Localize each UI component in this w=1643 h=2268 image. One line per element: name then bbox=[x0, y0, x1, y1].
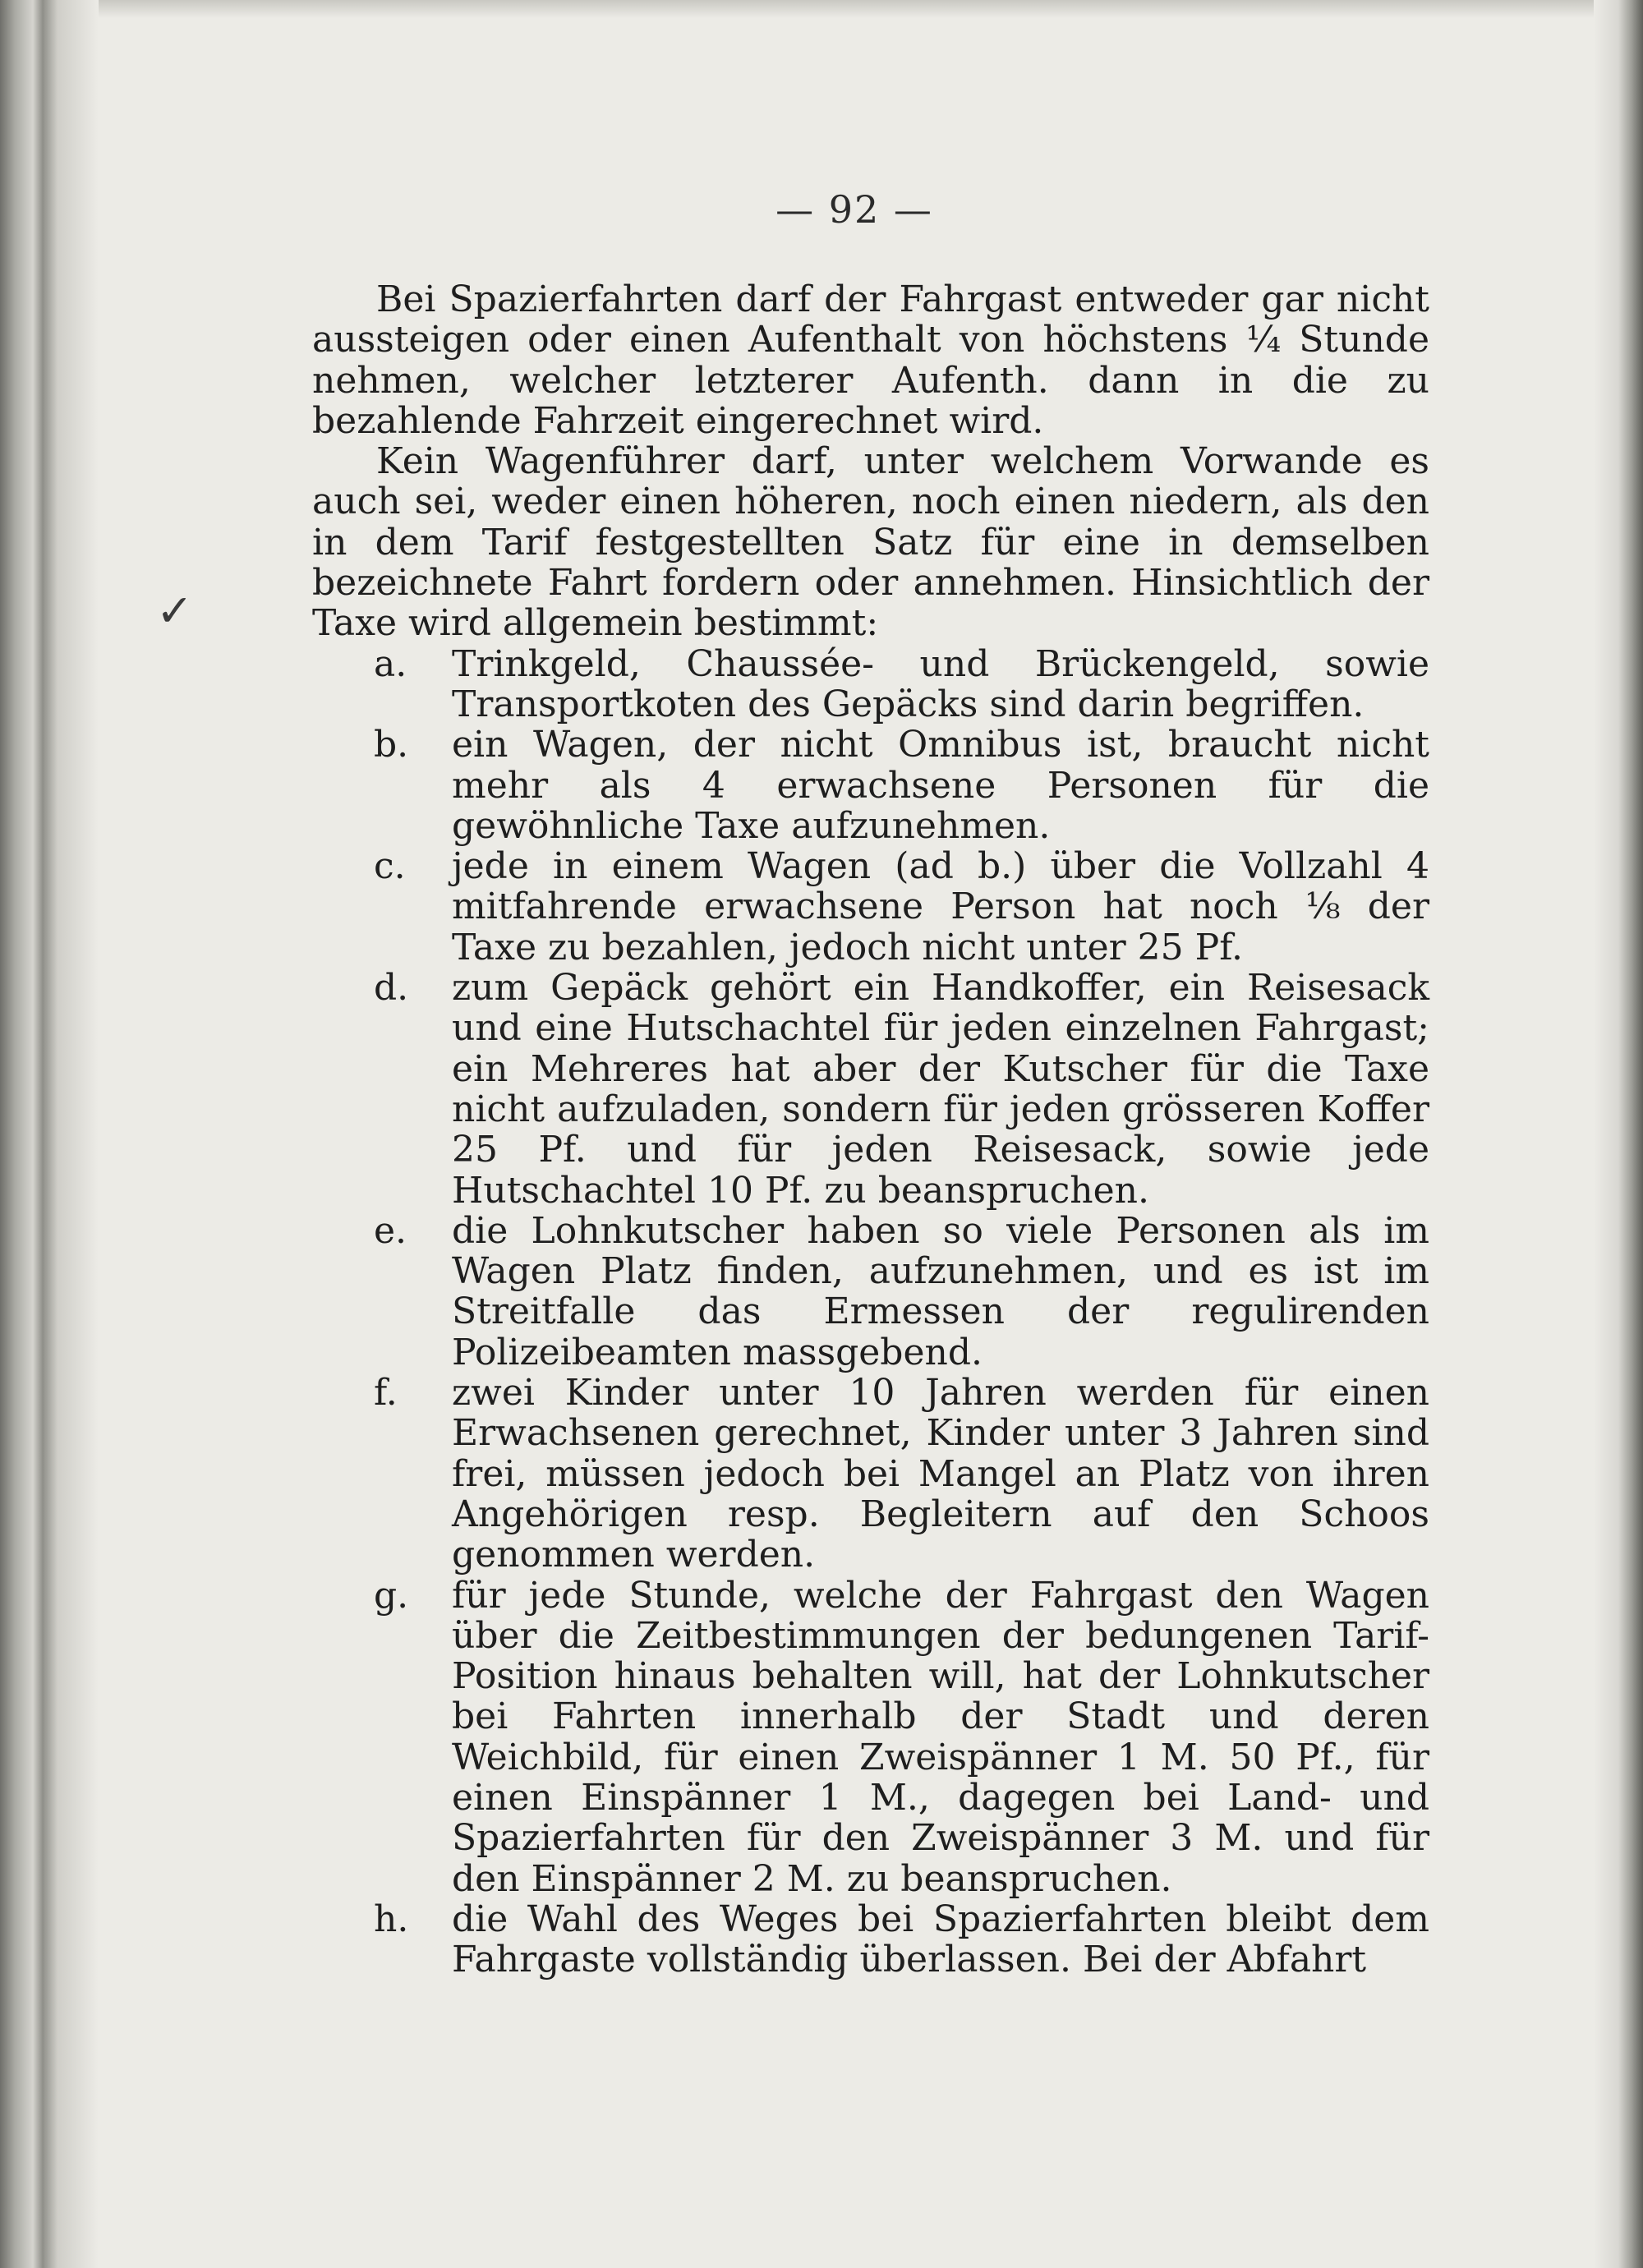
list-item-e bbox=[312, 1211, 1429, 1373]
list-item-g bbox=[312, 1576, 1429, 1899]
book-spine-edge bbox=[0, 0, 99, 2268]
list-item-a bbox=[312, 644, 1429, 725]
rule-paragraph: Kein Wagenführer darf, unter welchem Vorwande es auch sei, weder einen höheren, noch einen niedern, als den in dem Tarif festgestellten Satz für eine in demselben bezeichnete Fahrt fordern oder annehmen. Hinsichtlich der Taxe wird allgemein bestimmt: bbox=[312, 440, 1429, 645]
list-marker: e. bbox=[374, 1209, 407, 1252]
list-item-h bbox=[312, 1899, 1429, 1980]
list-item-text: zwei Kinder unter 10 Jahren werden für einen Erwachsenen gerechnet, Kinder unter 3 Jahren sind frei, müssen jedoch bei Mangel an Platz von ihren Angehörigen resp. Begleitern auf den Schoos genommen werden. bbox=[452, 1372, 1429, 1576]
list-item-b bbox=[312, 725, 1429, 846]
list-item-text: die Lohnkutscher haben so viele Personen als im Wagen Platz finden, aufzunehmen, und es ist im Streitfalle das Ermessen der regulirenden Polizeibeamten massgebend. bbox=[452, 1209, 1429, 1373]
list-marker: d. bbox=[374, 967, 409, 1010]
body-text bbox=[312, 279, 1429, 1980]
list-marker: a. bbox=[374, 642, 407, 685]
page-right-edge bbox=[1594, 0, 1643, 2268]
list-marker: h. bbox=[374, 1898, 409, 1940]
margin-check-mark: ✓ bbox=[156, 585, 194, 637]
page-top-edge bbox=[99, 0, 1594, 18]
page-number: — 92 — bbox=[775, 187, 933, 232]
list-item-text: für jede Stunde, welche der Fahrgast den Wagen über die Zeitbestimmungen der bedungenen Tarif-Position hinaus behalten will, hat der Lohnkutscher bei Fahrten innerhalb der Stadt und deren Weichbild, für einen Zweispänner 1 M. 50 Pf., für einen Einspänner 1 M., dagegen bei Land- und Spazierfahrten für den Zweispänner 3 M. und für den Einspänner 2 M. zu beanspruchen. bbox=[452, 1574, 1429, 1900]
list-item-text: Trinkgeld, Chaussée- und Brückengeld, sowie Transportkoten des Gepäcks sind darin begriffen. bbox=[452, 642, 1429, 725]
list-item-text: ein Wagen, der nicht Omnibus ist, braucht nicht mehr als 4 erwachsene Personen für die gewöhnliche Taxe aufzunehmen. bbox=[452, 724, 1429, 847]
list-item-text: die Wahl des Weges bei Spazierfahrten bleibt dem Fahrgaste vollständig überlassen. Bei der Abfahrt bbox=[452, 1898, 1429, 1981]
list-marker: c. bbox=[374, 845, 406, 888]
list-item-f bbox=[312, 1373, 1429, 1575]
list-marker: g. bbox=[374, 1574, 409, 1617]
list-marker: b. bbox=[374, 724, 409, 766]
list-item-c bbox=[312, 846, 1429, 968]
list-marker: f. bbox=[374, 1372, 398, 1415]
list-item-text: zum Gepäck gehört ein Handkoffer, ein Reisesack und eine Hutschachtel für jeden einzelnen Fahrgast; ein Mehreres hat aber der Kutscher für die Taxe nicht aufzuladen, sondern für jeden grösseren Koffer 25 Pf. und für jeden Reisesack, sowie jede Hutschachtel 10 Pf. zu beanspruchen. bbox=[452, 967, 1429, 1212]
list-item-text: jede in einem Wagen (ad b.) über die Vollzahl 4 mitfahrende erwachsene Person hat noch ⅛ der Taxe zu bezahlen, jedoch nicht unter 25 Pf. bbox=[452, 845, 1429, 968]
intro-paragraph: Bei Spazierfahrten darf der Fahrgast entweder gar nicht aussteigen oder einen Aufenthalt von höchstens ¼ Stunde nehmen, welcher letzterer Aufenth. dann in die zu bezahlende Fahrzeit eingerechnet wird. bbox=[312, 278, 1429, 442]
list-item-d bbox=[312, 968, 1429, 1211]
